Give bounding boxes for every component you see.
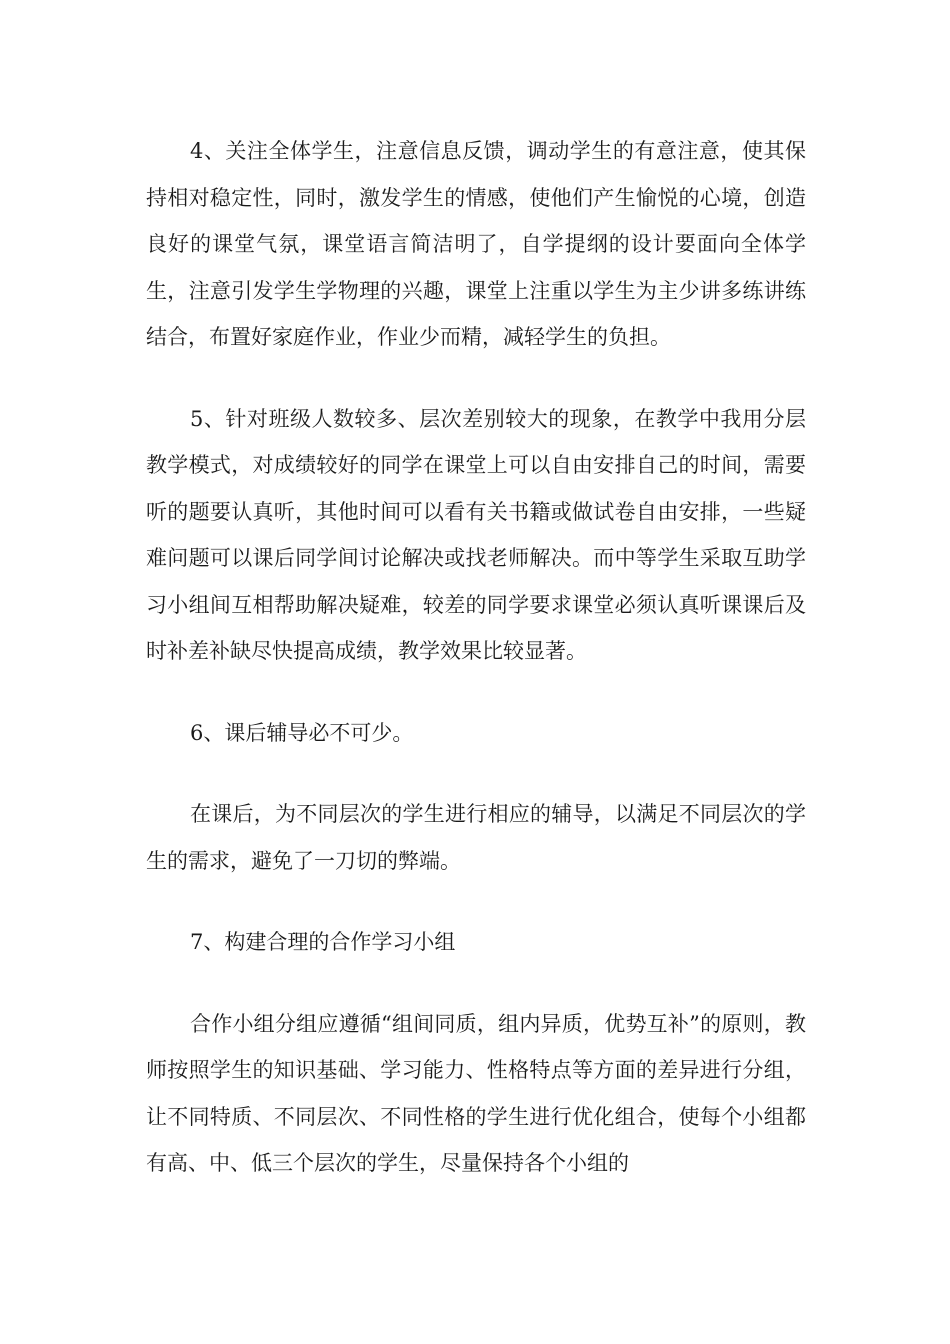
- paragraph-item-7-heading: 7、构建合理的合作学习小组: [190, 930, 456, 954]
- paragraph-after-class-tutoring: 在课后，为不同层次的学生进行相应的辅导，以满足不同层次的学生的需求，避免了一刀切的弊端。: [146, 802, 806, 873]
- paragraph-item-4: 4、关注全体学生，注意信息反馈，调动学生的有意注意，使其保持相对稳定性，同时，激发学生的情感，使他们产生愉悦的心境，创造良好的课堂气氛，课堂语言简洁明了，自学提纲的设计要面向全体学生，注意引发学生学物理的兴趣，课堂上注重以学生为主少讲多练讲练结合，布置好家庭作业，作业少而精，减轻学生的负担。: [146, 139, 806, 349]
- paragraph-item-5: 5、针对班级人数较多、层次差别较大的现象，在教学中我用分层教学模式，对成绩较好的同学在课堂上可以自由安排自己的时间，需要听的题要认真听，其他时间可以看有关书籍或做试卷自由安排，一些疑难问题可以课后同学间讨论解决或找老师解决。而中等学生采取互助学习小组间互相帮助解决疑难，较差的同学要求课堂必须认真听课课后及时补差补缺尽快提高成绩，教学效果比较显著。: [146, 406, 806, 663]
- document-body: [146, 128, 806, 1222]
- paragraph-group-formation: 合作小组分组应遵循“组间同质，组内异质，优势互补”的原则，教师按照学生的知识基础、学习能力、性格特点等方面的差异进行分组，让不同特质、不同层次、不同性格的学生进行优化组合，使每个小组都有高、中、低三个层次的学生，尽量保持各个小组的: [146, 1011, 806, 1175]
- paragraph-item-6-heading: 6、课后辅导必不可少。: [190, 720, 414, 745]
